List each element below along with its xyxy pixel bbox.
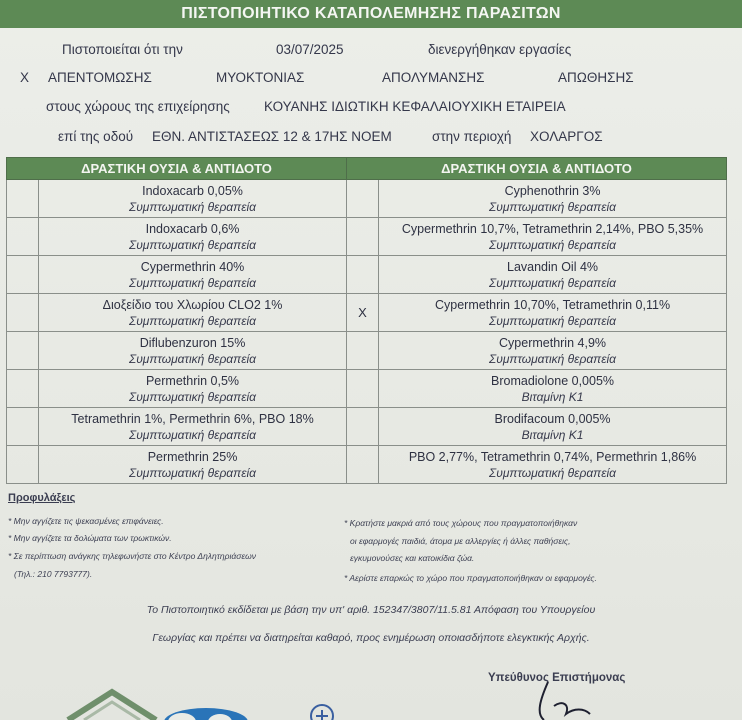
antidote-text: Συμπτωματική θεραπεία xyxy=(129,465,256,480)
precaution-right-4: * Αερίστε επαρκώς το χώρο που πραγματοποιήθηκαν οι εφαρμογές. xyxy=(344,573,597,583)
precaution-left-2: * Μην αγγίζετε τα δολώματα των τρωκτικών. xyxy=(8,533,172,543)
substance-name: Διοξείδιο του Χλωρίου CLO2 1% xyxy=(102,297,283,312)
antidote-text: Συμπτωματική θεραπεία xyxy=(489,199,616,214)
left-substance-cell xyxy=(39,370,347,408)
substance-name: Bromadiolone 0,005% xyxy=(491,373,615,388)
table-row xyxy=(7,332,727,370)
left-check-cell xyxy=(7,332,39,370)
work-type-checkmark: X xyxy=(20,70,30,85)
antidote-text: Συμπτωματική θεραπεία xyxy=(129,237,256,252)
substance-name: Cypermethrin 40% xyxy=(140,259,245,274)
certificate-date: 03/07/2025 xyxy=(276,42,344,57)
house-logo-icon xyxy=(68,692,156,720)
precaution-left-3: * Σε περίπτωση ανάγκης τηλεφωνήστε στο Κέντρο Δηλητηριάσεων xyxy=(8,551,256,561)
right-check-cell xyxy=(347,370,379,408)
table-row xyxy=(7,180,727,218)
right-substance-cell xyxy=(379,332,727,370)
certify-text: Πιστοποιείται ότι την xyxy=(62,42,183,57)
right-substance-cell xyxy=(379,180,727,218)
left-substance-cell xyxy=(39,294,347,332)
table-row xyxy=(7,294,727,332)
table-row xyxy=(7,446,727,484)
precautions-title: Προφυλάξεις xyxy=(8,492,76,504)
antidote-text: Συμπτωματική θεραπεία xyxy=(489,313,616,328)
street-text: επί της οδού xyxy=(58,129,134,144)
work-type-rodent-control: ΜΥΟΚΤΟΝΙΑΣ xyxy=(216,70,305,85)
column-header-right: ΔΡΑΣΤΙΚΗ ΟΥΣΙΑ & ΑΝΤΙΔΟΤΟ xyxy=(347,158,727,180)
right-check-cell xyxy=(347,218,379,256)
performed-text: διενεργήθηκαν εργασίες xyxy=(428,42,572,57)
left-substance-cell xyxy=(39,332,347,370)
substance-name: Tetramethrin 1%, Permethrin 6%, PBO 18% xyxy=(71,411,314,426)
signature-icon xyxy=(540,682,590,720)
table-row xyxy=(7,218,727,256)
left-substance-cell xyxy=(39,446,347,484)
right-check-cell xyxy=(347,408,379,446)
left-substance-cell xyxy=(39,180,347,218)
responsible-scientist-label: Υπεύθυνος Επιστήμονας xyxy=(488,672,626,684)
left-substance-cell xyxy=(39,218,347,256)
substance-name: Cypermethrin 10,7%, Tetramethrin 2,14%, PBO 5,35% xyxy=(401,221,704,236)
antidote-text: Βιταμίνη Κ1 xyxy=(521,427,584,442)
table-row xyxy=(7,256,727,294)
work-type-disinsection: ΑΠΕΝΤΟΜΩΣΗΣ xyxy=(48,70,152,85)
right-check-cell xyxy=(347,332,379,370)
precaution-left-4: (Τηλ.: 210 7793777). xyxy=(14,569,93,579)
left-check-cell xyxy=(7,408,39,446)
right-substance-cell xyxy=(379,446,727,484)
right-check-cell xyxy=(347,446,379,484)
certificate-title: ΠΙΣΤΟΠΟΙΗΤΙΚΟ ΚΑΤΑΠΟΛΕΜΗΣΗΣ ΠΑΡΑΣΙΤΩΝ xyxy=(0,0,742,28)
precaution-right-2: οι εφαρμογές παιδιά, άτομα με αλλεργίες ή άλλες παθήσεις, xyxy=(350,536,571,546)
right-check-cell: X xyxy=(347,294,379,332)
blue-certification-logo-icon xyxy=(164,708,248,720)
left-check-cell xyxy=(7,256,39,294)
substance-name: Permethrin 25% xyxy=(147,449,238,464)
antidote-text: Συμπτωματική θεραπεία xyxy=(129,313,256,328)
antidote-text: Συμπτωματική θεραπεία xyxy=(489,465,616,480)
substance-name: Cypermethrin 4,9% xyxy=(499,335,607,350)
premises-text: στους χώρους της επιχείρησης xyxy=(46,99,230,114)
area-text: στην περιοχή xyxy=(432,129,512,144)
left-check-cell xyxy=(7,446,39,484)
left-check-cell xyxy=(7,218,39,256)
precaution-right-3: εγκυμονούσες και κατοικίδια ζώα. xyxy=(350,553,475,563)
right-substance-cell xyxy=(379,256,727,294)
right-substance-cell xyxy=(379,218,727,256)
right-substance-cell xyxy=(379,408,727,446)
emblem-icon xyxy=(311,705,333,720)
substance-name: Indoxacarb 0,6% xyxy=(145,221,240,236)
left-check-cell xyxy=(7,294,39,332)
antidote-text: Συμπτωματική θεραπεία xyxy=(489,351,616,366)
street-address: ΕΘΝ. ΑΝΤΙΣΤΑΣΕΩΣ 12 & 17ΗΣ ΝΟΕΜ xyxy=(152,129,392,144)
column-header-left: ΔΡΑΣΤΙΚΗ ΟΥΣΙΑ & ΑΝΤΙΔΟΤΟ xyxy=(7,158,347,180)
legal-footer-line-2: Γεωργίας και πρέπει να διατηρείται καθαρό, προς ενημέρωση οποιασδήποτε ελεγκτικής Αρχής. xyxy=(152,632,590,644)
antidote-text: Συμπτωματική θεραπεία xyxy=(129,427,256,442)
antidote-text: Βιταμίνη Κ1 xyxy=(521,389,584,404)
right-substance-cell xyxy=(379,294,727,332)
substance-name: Indoxacarb 0,05% xyxy=(142,183,243,198)
substance-name: Lavandin Oil 4% xyxy=(507,259,599,274)
left-substance-cell xyxy=(39,256,347,294)
work-type-repellence: ΑΠΩΘΗΣΗΣ xyxy=(558,70,634,85)
substance-name: PBO 2,77%, Tetramethrin 0,74%, Permethrin 1,86% xyxy=(408,449,697,464)
right-check-cell xyxy=(347,256,379,294)
legal-footer-line-1: Το Πιστοποιητικό εκδίδεται με βάση την υπ' αριθ. 152347/3807/11.5.81 Απόφαση του Υπουργείου xyxy=(146,604,596,616)
antidote-text: Συμπτωματική θεραπεία xyxy=(129,199,256,214)
substance-name: Brodifacoum 0,005% xyxy=(494,411,611,426)
antidote-text: Συμπτωματική θεραπεία xyxy=(129,275,256,290)
precaution-left-1: * Μην αγγίζετε τις ψεκασμένες επιφάνειες. xyxy=(8,516,164,526)
antidote-text: Συμπτωματική θεραπεία xyxy=(489,237,616,252)
right-substance-cell xyxy=(379,370,727,408)
antidote-text: Συμπτωματική θεραπεία xyxy=(489,275,616,290)
active-substance-table xyxy=(6,157,727,484)
table-row xyxy=(7,370,727,408)
antidote-text: Συμπτωματική θεραπεία xyxy=(129,351,256,366)
work-type-disinfection: ΑΠΟΛΥΜΑΝΣΗΣ xyxy=(382,70,485,85)
substance-name: Permethrin 0,5% xyxy=(145,373,240,388)
company-name: ΚΟΥΑΝΗΣ ΙΔΙΩΤΙΚΗ ΚΕΦΑΛΑΙΟΥΧΙΚΗ ΕΤΑΙΡΕΙΑ xyxy=(264,99,566,114)
substance-name: Cypermethrin 10,70%, Tetramethrin 0,11% xyxy=(434,297,671,312)
precaution-right-1: * Κρατήστε μακριά από τους χώρους που πραγματοποιήθηκαν xyxy=(344,518,578,528)
left-check-cell xyxy=(7,180,39,218)
antidote-text: Συμπτωματική θεραπεία xyxy=(129,389,256,404)
right-check-cell xyxy=(347,180,379,218)
area-name: ΧΟΛΑΡΓΟΣ xyxy=(530,129,603,144)
left-substance-cell xyxy=(39,408,347,446)
substance-name: Cyphenothrin 3% xyxy=(504,183,601,198)
table-row xyxy=(7,408,727,446)
left-check-cell xyxy=(7,370,39,408)
substance-name: Diflubenzuron 15% xyxy=(139,335,246,350)
